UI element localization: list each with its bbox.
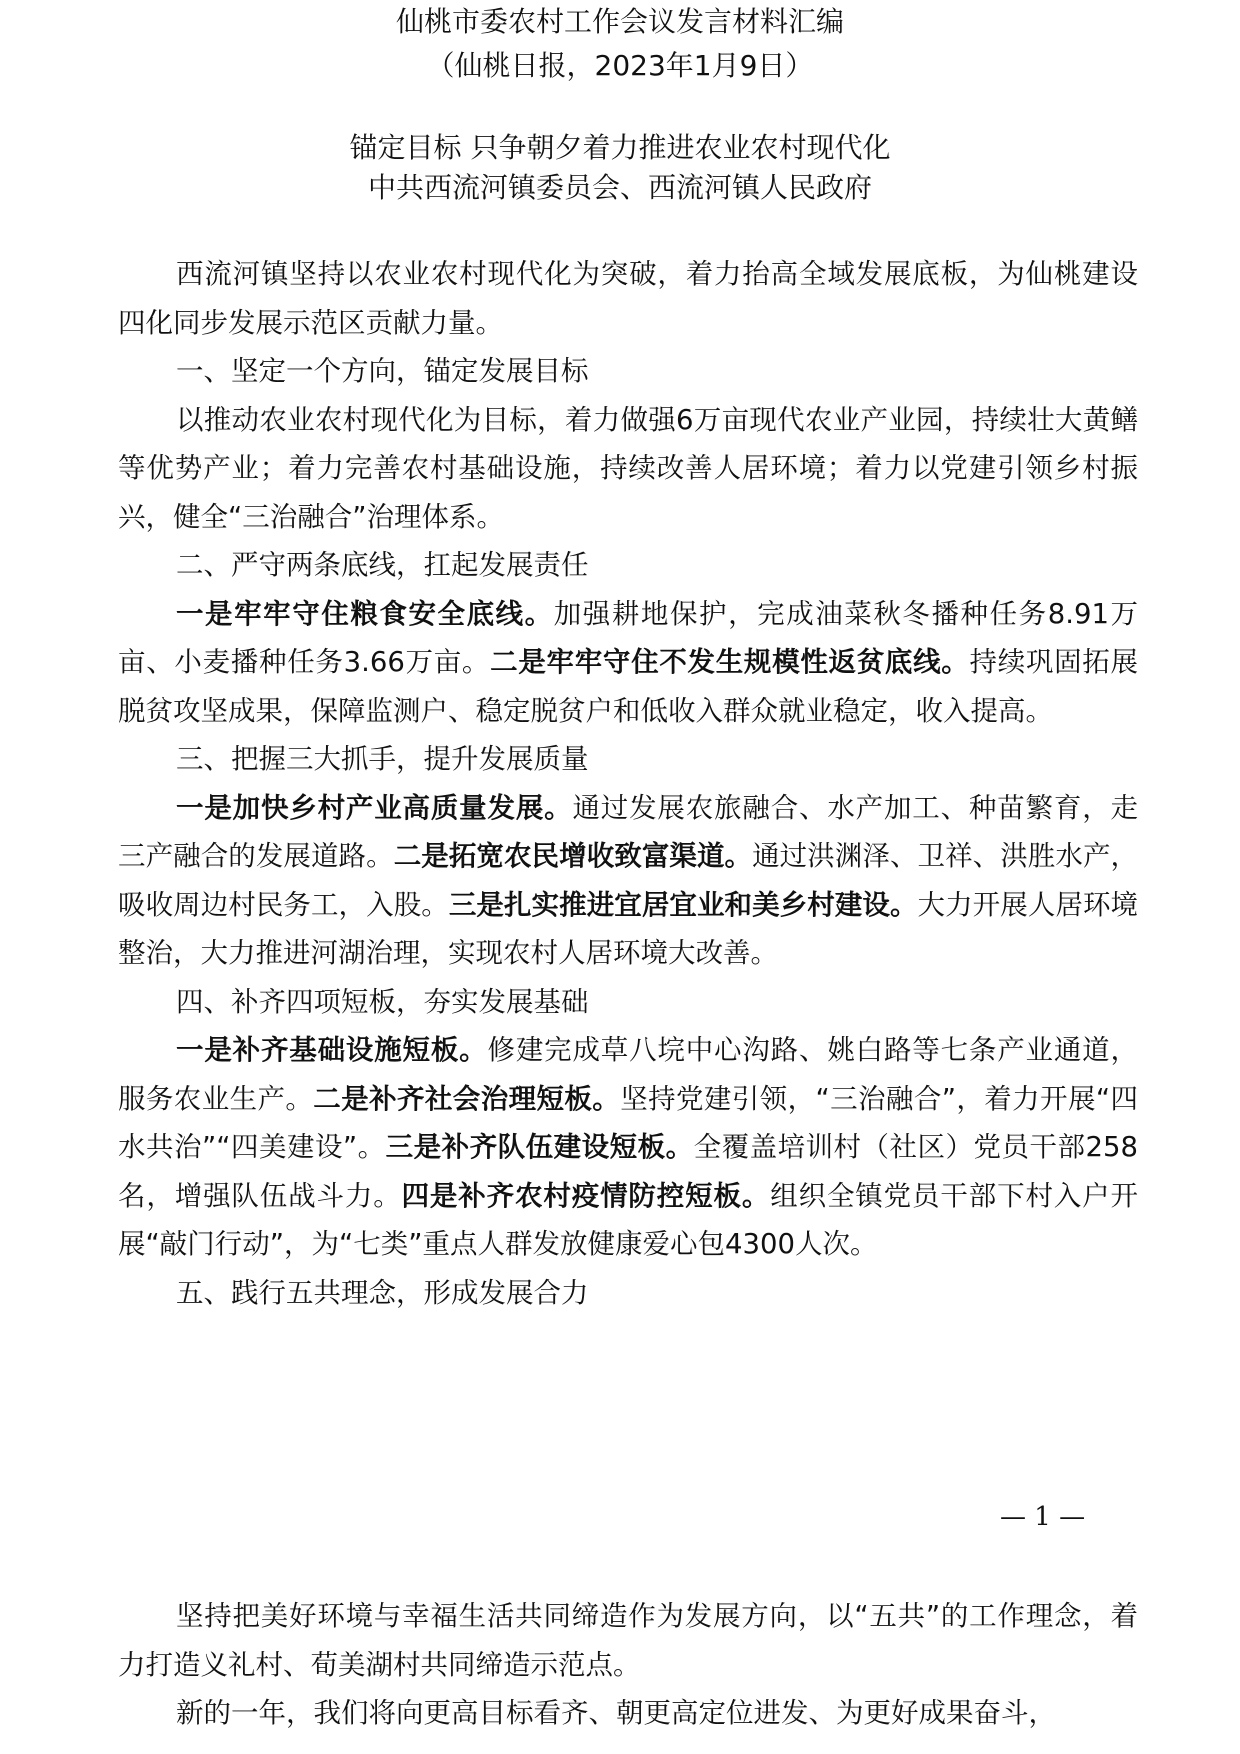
collection-title: 仙桃市委农村工作会议发言材料汇编	[395, 5, 844, 38]
text-run: 坚持党建引领，“三治融合”，着力开展“四水共治”“四美建设”。	[118, 1082, 1139, 1163]
section-1-paragraph	[118, 396, 1138, 542]
section-5-heading: 五、践行五共理念，形成发展合力	[176, 1276, 589, 1309]
author-line: 中共西流河镇委员会、西流河镇人民政府	[367, 171, 872, 204]
section-3-heading: 三、把握三大抓手，提升发展质量	[176, 743, 589, 775]
bold-lead: 一是牢牢守住粮食安全底线。	[176, 597, 554, 630]
bold-lead: 三是扎实推进宜居宜业和美乡村建设。	[448, 888, 918, 921]
page-2-body	[118, 1592, 1138, 1738]
bold-lead: 二是牢牢守住不发生规模性返贫底线。	[490, 646, 970, 678]
page-2-paragraph-1: 坚持把美好环境与幸福生活共同缔造作为发展方向，以“五共”的工作理念，着力打造义礼村、荀美湖村共同缔造示范点。	[118, 1600, 1138, 1681]
section-2-heading: 二、严守两条底线，扛起发展责任	[176, 549, 589, 581]
bold-lead: 二是拓宽农民增收致富渠道。	[393, 840, 753, 872]
text-run: 加强耕地保护，完成油菜秋冬播种任务8.91万亩、小麦播种任务3.66万亩。	[118, 597, 1139, 678]
section-4-heading: 四、补齐四项短板，夯实发展基础	[176, 985, 589, 1018]
article-body	[118, 250, 1138, 1317]
section-4-paragraph	[118, 1026, 1138, 1269]
source-line: （仙桃日报，2023年1月9日）	[426, 49, 814, 82]
text-run: 大力开展人居环境整治，大力推进河湖治理，实现农村人居环境大改善。	[118, 888, 1139, 969]
section-3-paragraph	[118, 784, 1138, 978]
bold-lead: 一是加快乡村产业高质量发展。	[176, 791, 573, 824]
text-run: 持续巩固拓展脱贫攻坚成果，保障监测户、稳定脱贫户和低收入群众就业稳定，收入提高。	[118, 646, 1139, 727]
article-title: 锚定目标 只争朝夕着力推进农业农村现代化	[349, 131, 891, 164]
bold-lead: 三是补齐队伍建设短板。	[385, 1131, 694, 1163]
page-2-paragraph-2: 新的一年，我们将向更高目标看齐、朝更高定位进发、为更好成果奋斗，	[176, 1697, 1056, 1729]
text-run: 组织全镇党员干部下村入户开展“敲门行动”，为“七类”重点人群发放健康爱心包4300人次。	[118, 1179, 1139, 1260]
text-run: 修建完成草八垸中心沟路、姚白路等七条产业通道，服务农业生产。	[118, 1034, 1138, 1115]
bold-lead: 四是补齐农村疫情防控短板。	[401, 1179, 771, 1212]
text-run: 以推动农业农村现代化为目标，着力做强6万亩现代农业产业园，持续壮大黄鳝等优势产业；着力完善农村基础设施，持续改善人居环境；着力以党建引领乡村振兴，健全“三治融合”治理体系。	[118, 403, 1138, 533]
bold-lead: 一是补齐基础设施短板。	[176, 1034, 488, 1066]
text-run: 通过洪渊泽、卫祥、洪胜水产，吸收周边村民务工，入股。	[118, 840, 1139, 921]
section-1-heading: 一、坚定一个方向，锚定发展目标	[176, 355, 589, 387]
bold-lead: 二是补齐社会治理短板。	[313, 1082, 621, 1115]
text-run: 通过发展农旅融合、水产加工、种苗繁育，走三产融合的发展道路。	[118, 791, 1139, 872]
page-number: — 1 —	[1000, 1502, 1086, 1532]
section-2-paragraph	[118, 590, 1138, 736]
text-run: 全覆盖培训村（社区）党员干部258名，增强队伍战斗力。	[118, 1131, 1138, 1212]
intro-paragraph: 西流河镇坚持以农业农村现代化为突破，着力抬高全域发展底板，为仙桃建设四化同步发展示范区贡献力量。	[118, 258, 1138, 339]
